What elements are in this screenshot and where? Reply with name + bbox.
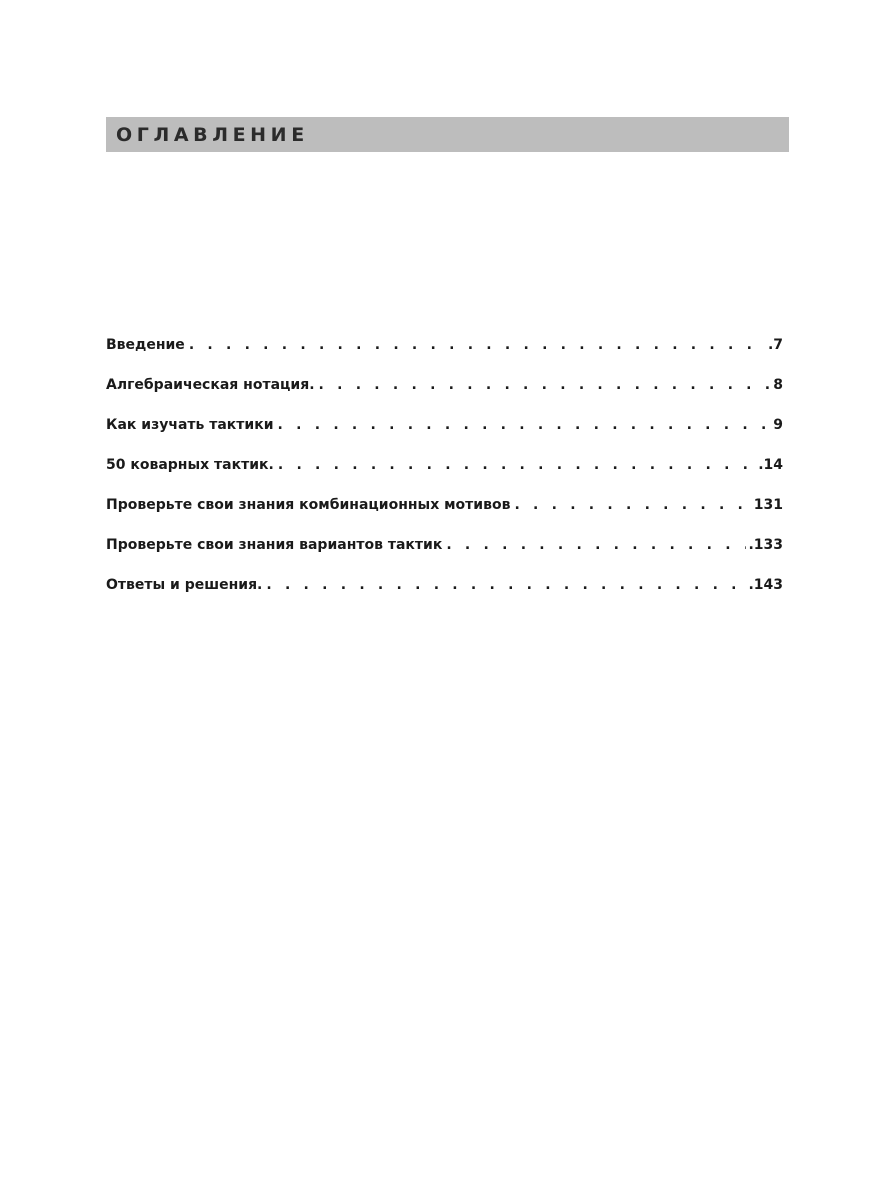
page-title: ОГЛАВЛЕНИЕ xyxy=(116,123,309,146)
toc-entry-label: Алгебраическая нотация. xyxy=(106,377,315,393)
toc-entry-page: .143 xyxy=(748,577,783,593)
toc-entry-50-tactics[interactable] xyxy=(106,450,783,490)
toc-entry-answers[interactable] xyxy=(106,570,783,610)
dot-leader xyxy=(446,530,746,560)
toc-entry-how-to-study[interactable] xyxy=(106,410,783,450)
toc-heading-bar xyxy=(106,117,789,152)
toc-entry-page: 9 xyxy=(773,417,783,433)
dot-leader xyxy=(189,330,766,360)
table-of-contents xyxy=(106,330,783,610)
dot-leader xyxy=(278,450,756,480)
toc-entry-label: Ответы и решения. xyxy=(106,577,263,593)
toc-entry-page: .7 xyxy=(767,337,783,353)
toc-entry-label: Введение xyxy=(106,337,185,353)
toc-entry-page: .14 xyxy=(758,457,783,473)
dot-leader xyxy=(278,410,772,440)
toc-entry-algebraic-notation[interactable] xyxy=(106,370,783,410)
toc-entry-page: 8 xyxy=(773,377,783,393)
toc-entry-page: .133 xyxy=(748,537,783,553)
toc-entry-label: Проверьте свои знания комбинационных мотивов xyxy=(106,497,511,513)
toc-entry-test-variants[interactable] xyxy=(106,530,783,570)
toc-entry-page: 131 xyxy=(753,497,783,513)
dot-leader xyxy=(514,490,751,520)
dot-leader xyxy=(266,570,746,600)
dot-leader xyxy=(319,370,772,400)
toc-entry-label: 50 коварных тактик. xyxy=(106,457,274,473)
toc-entry-label: Как изучать тактики xyxy=(106,417,274,433)
toc-entry-label: Проверьте свои знания вариантов тактик xyxy=(106,537,443,553)
toc-entry-introduction[interactable] xyxy=(106,330,783,370)
toc-entry-test-motifs[interactable] xyxy=(106,490,783,530)
